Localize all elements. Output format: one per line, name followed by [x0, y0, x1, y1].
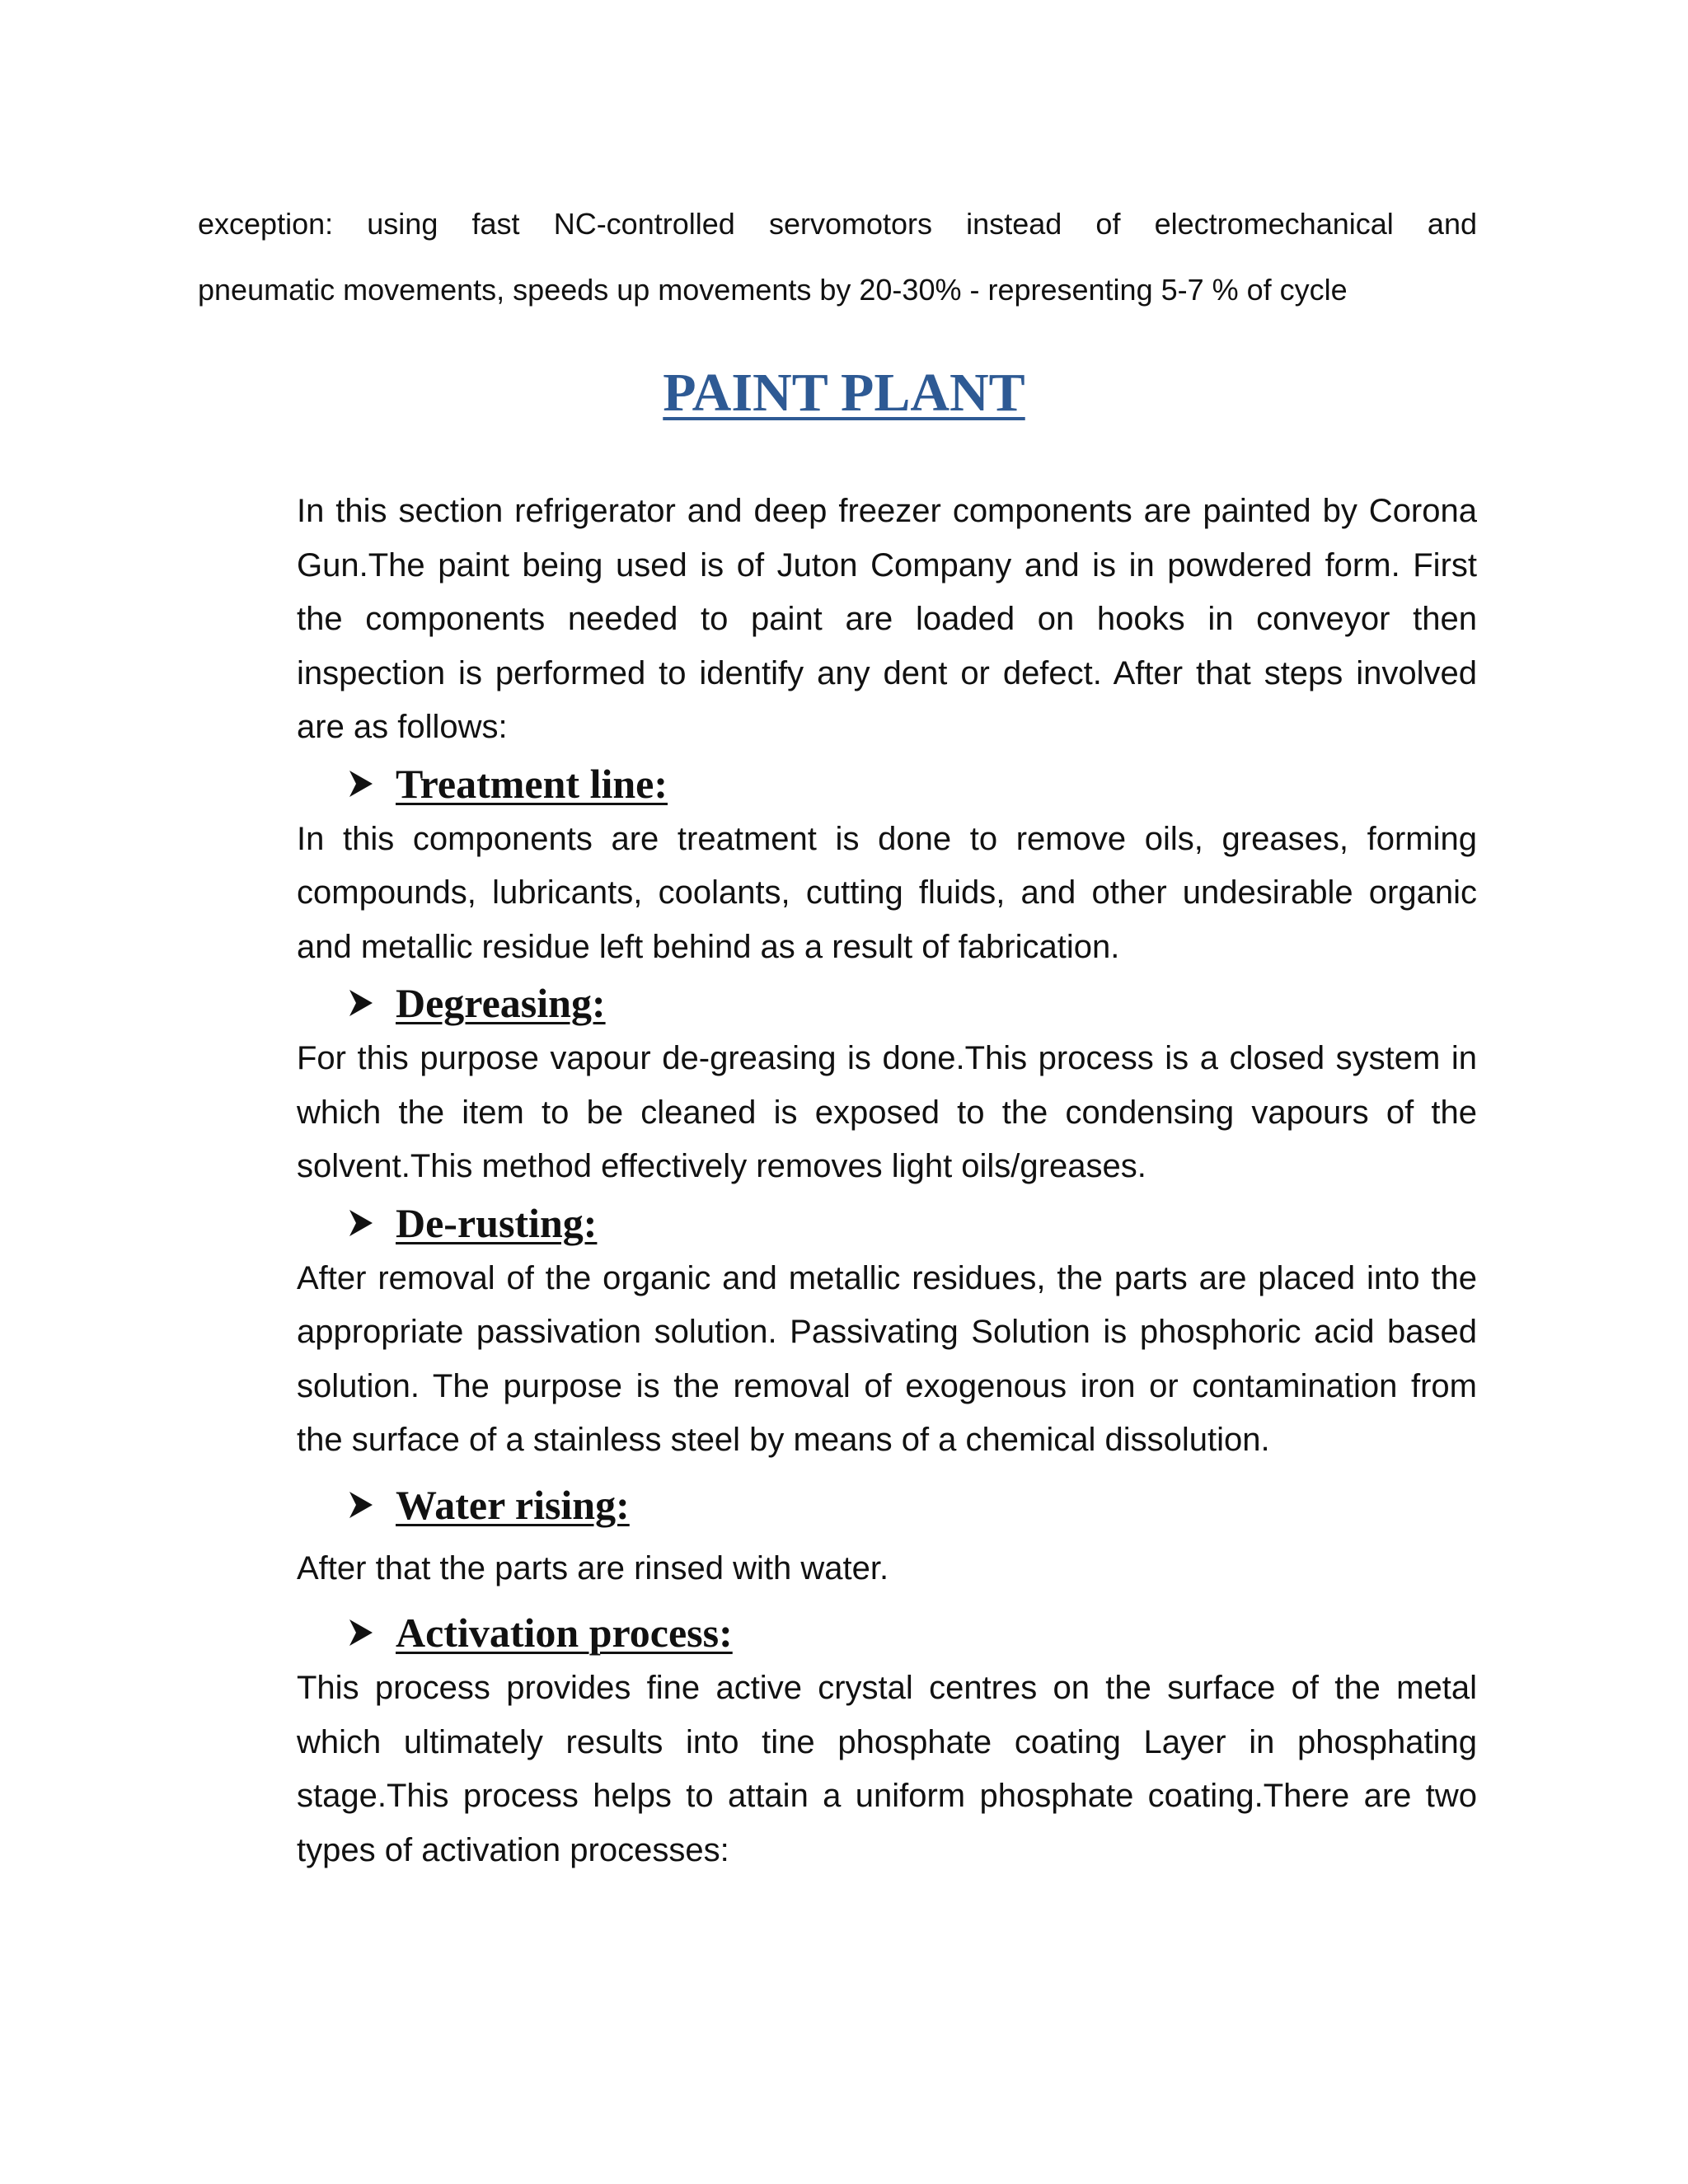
activation-process-paragraph: This process provides fine active crystal centres on the surface of the metal which ultimately results into tine phosphate coating Layer in phosphating stage.This process helps to attain a uniform phosphate coating.There are two types of activation processes:	[297, 1670, 1477, 1868]
section-title: PAINT PLANT	[663, 363, 1025, 423]
subheading-water-rising	[348, 1476, 1477, 1534]
subheading-treatment-line	[348, 755, 1477, 813]
subheading-label: Degreasing:	[396, 980, 606, 1026]
section-body	[297, 485, 1477, 1877]
treatment-line-paragraph: In this components are treatment is done to remove oils, greases, forming compounds, lubricants, coolants, cutting fluids, and other undesirable organic and metallic residue left behind as a result of fabrication.	[297, 820, 1477, 965]
intro-line-1: exception: using fast NC-controlled servomotors instead of electromechanical and	[198, 207, 1477, 241]
arrow-bullet-icon	[348, 769, 374, 799]
subheading-label: Activation process:	[396, 1610, 733, 1656]
spacer	[297, 1534, 1477, 1542]
subheading-label: De-rusting:	[396, 1199, 598, 1246]
arrow-bullet-icon	[348, 1490, 374, 1520]
degreasing-paragraph: For this purpose vapour de-greasing is done.This process is a closed system in which the item to be cleaned is exposed to the condensing vapours of the solvent.This method effectively removes light oils/greases.	[297, 1040, 1477, 1184]
intro-line-2: pneumatic movements, speeds up movements by 20-30% - representing 5-7 % of cycle	[198, 273, 1348, 307]
subheading-activation-process	[348, 1604, 1477, 1661]
subheading-label: Water rising:	[396, 1481, 630, 1528]
de-rusting-paragraph: After removal of the organic and metallic residues, the parts are placed into the appropriate passivation solution. Passivating Solution is phosphoric acid based solution. The purpose is the removal of exogenous iron or contamination from the surface of a stainless steel by means of a chemical dissolution.	[297, 1259, 1477, 1458]
subheading-de-rusting	[348, 1194, 1477, 1252]
water-rising-paragraph: After that the parts are rinsed with water.	[297, 1549, 889, 1586]
spacer	[297, 1596, 1477, 1604]
spacer	[297, 1468, 1477, 1476]
arrow-bullet-icon	[348, 988, 374, 1018]
subheading-label: Treatment line:	[396, 760, 668, 807]
opening-paragraph: In this section refrigerator and deep freezer components are painted by Corona Gun.The paint being used is of Juton Company and is in powdered form. First the components needed to paint are loaded on hooks in conveyor then inspection is performed to identify any dent or defect. After that steps involved are as follows:	[297, 493, 1477, 745]
arrow-bullet-icon	[348, 1208, 374, 1238]
intro-paragraph	[198, 191, 1477, 323]
subheading-degreasing	[348, 974, 1477, 1032]
arrow-bullet-icon	[348, 1618, 374, 1647]
